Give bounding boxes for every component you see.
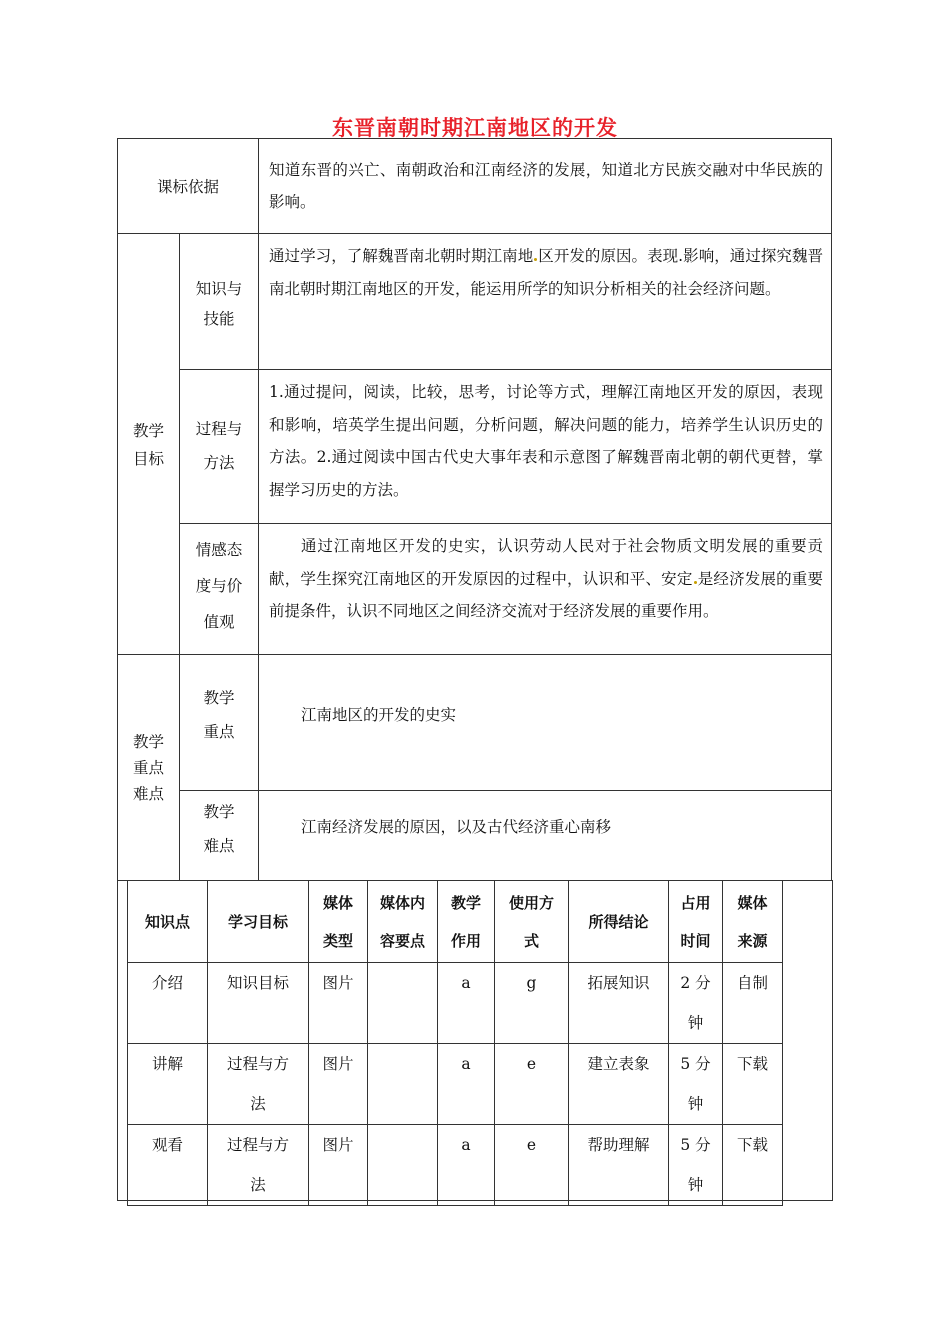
focus-text: 江南地区的开发的史实 [301,706,457,724]
difficulty-label: 教学 难点 [180,791,259,881]
process-row [118,370,832,524]
cell-source: 自制 [723,963,783,1044]
cell-role: a [438,963,495,1044]
focus-label: 教学 重点 [180,655,259,791]
basis-row [118,139,832,234]
cell-conclusion: 拓展知识 [569,963,669,1044]
cell-usage: e [495,1125,569,1206]
table-row [128,1125,783,1206]
cell-point: 介绍 [128,963,208,1044]
header-cell: 知识点 [128,881,208,963]
cell-time: 5 分 钟 [669,1125,723,1206]
process-text: 1.通过提问，阅读，比较，思考，讨论等方式，理解江南地区开发的原因，表现和影响，培英学生提出问题，分析问题，解决问题的能力，培养学生认识历史的方法。2.通过阅读中国古代史大事年表和示意图了解魏晋南北朝的朝代更替，掌握学习历史的方法。 [269,383,824,499]
cell-point: 讲解 [128,1044,208,1125]
cell-time: 5 分 钟 [669,1044,723,1125]
cell-type: 图片 [309,1044,368,1125]
document-title: 东晋南朝时期江南地区的开发 [332,116,618,140]
difficulty-text: 江南经济发展的原因，以及古代经济重心南移 [301,818,612,836]
cell-content [368,1044,438,1125]
knowledge-label: 知识与 技能 [180,234,259,370]
table-row [128,963,783,1044]
header-cell: 媒体 类型 [309,881,368,963]
media-table-header [128,881,783,963]
cell-type: 图片 [309,963,368,1044]
header-cell: 媒体内 容要点 [368,881,438,963]
cell-type: 图片 [309,1125,368,1206]
cell-source: 下载 [723,1044,783,1125]
cell-source: 下载 [723,1125,783,1206]
cell-point: 观看 [128,1125,208,1206]
knowledge-text: 通过学习，了解魏晋南北朝时期江南地 区开发的原因。表现.影响，通过探究魏晋南北朝时期江南地区的开发，能运用所学的知识分析相关的社会经济问题。 [269,247,823,298]
header-cell: 所得结论 [569,881,669,963]
ink-dot [534,258,537,261]
process-label: 过程与 方法 [180,370,259,524]
goals-label: 教学 目标 [118,234,180,655]
emotion-label: 情感态 度与价 值观 [180,524,259,655]
basis-label: 课标依据 [118,139,259,234]
cell-goal: 知识目标 [208,963,309,1044]
cell-usage: e [495,1044,569,1125]
keypoints-label: 教学 重点 难点 [118,655,180,881]
emotion-row [118,524,832,655]
knowledge-row [118,234,832,370]
lesson-plan-table [117,138,832,881]
cell-usage: g [495,963,569,1044]
header-cell: 占用 时间 [669,881,723,963]
cell-role: a [438,1044,495,1125]
cell-conclusion: 帮助理解 [569,1125,669,1206]
media-table [127,880,783,1206]
cell-conclusion: 建立表象 [569,1044,669,1125]
cell-content [368,1125,438,1206]
header-cell: 学习目标 [208,881,309,963]
cell-time: 2 分 钟 [669,963,723,1044]
table-row [128,1044,783,1125]
focus-row [118,655,832,791]
cell-role: a [438,1125,495,1206]
difficulty-row [118,791,832,881]
ink-dot [694,581,697,584]
header-cell: 教学 作用 [438,881,495,963]
emotion-text: 通过江南地区开发的史实，认识劳动人民对于社会物质文明发展的重要贡献，学生探究江南地区的开发原因的过程中，认识和平、安定 是经济发展的重要前提条件，认识不同地区之间经济交流对于经济发展的重要作用。 [269,537,824,620]
cell-goal: 过程与方 法 [208,1125,309,1206]
header-cell: 媒体 来源 [723,881,783,963]
basis-text: 知道东晋的兴亡、南朝政治和江南经济的发展，知道北方民族交融对中华民族的影响。 [269,160,824,211]
cell-goal: 过程与方 法 [208,1044,309,1125]
header-cell: 使用方 式 [495,881,569,963]
cell-content [368,963,438,1044]
